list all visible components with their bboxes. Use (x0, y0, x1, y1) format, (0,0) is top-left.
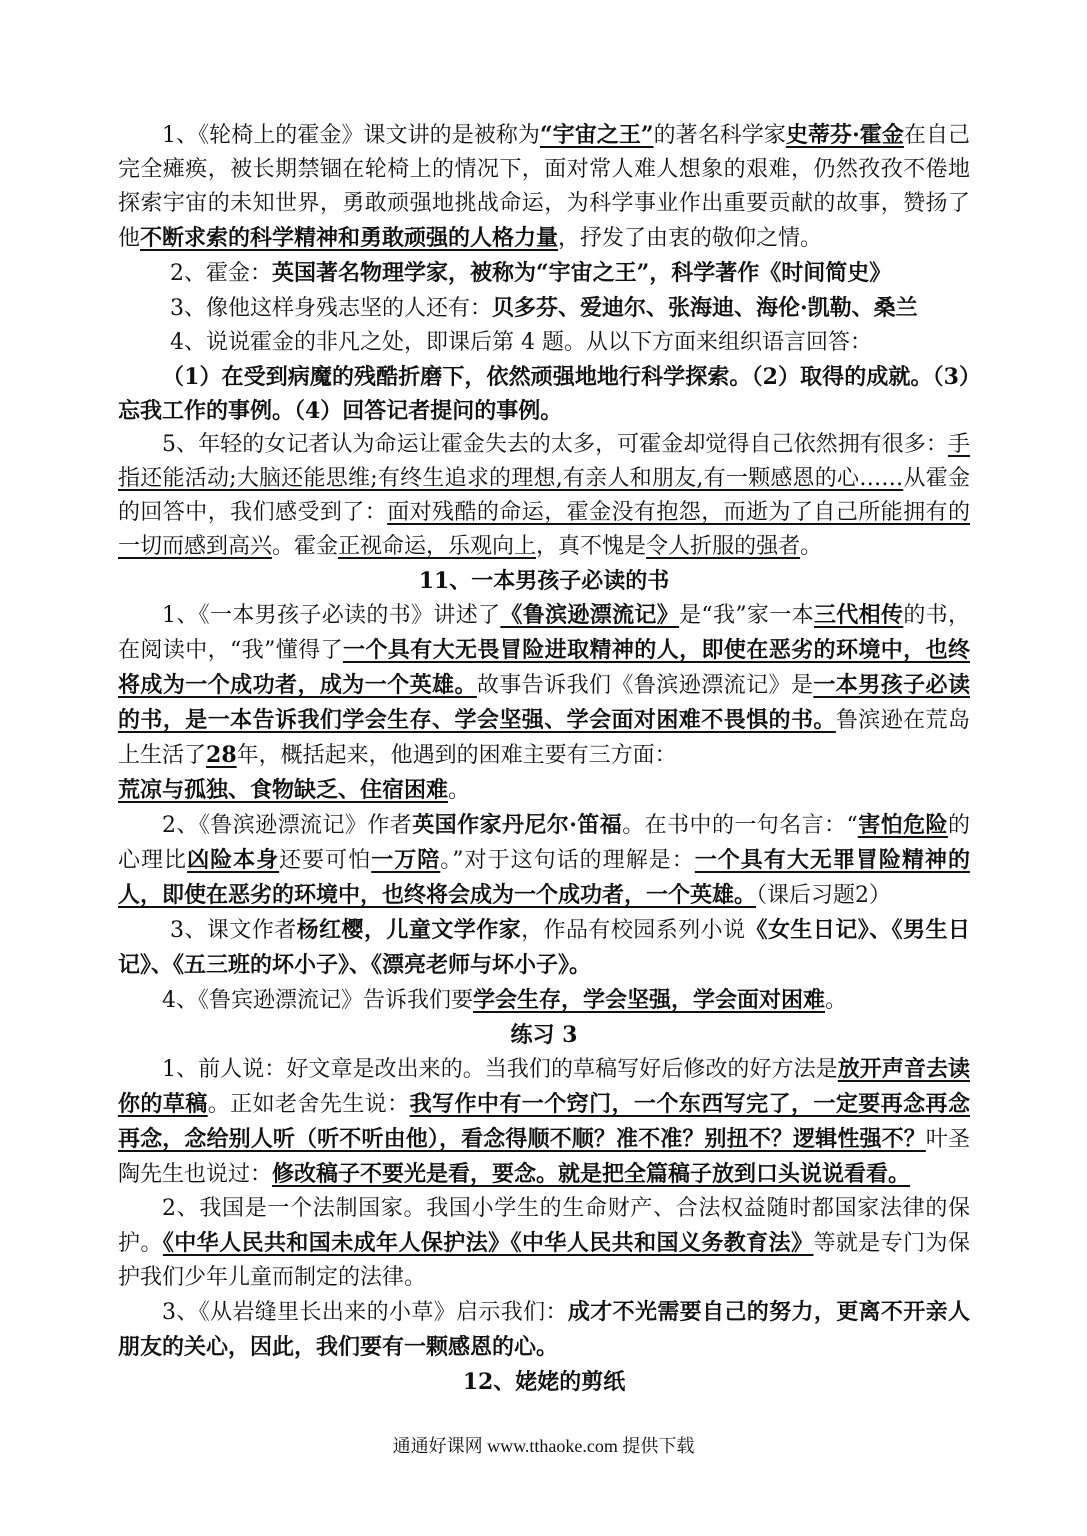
page-content (118, 118, 970, 1399)
section-heading-exercise-3: 练习 3 (510, 1022, 578, 1048)
key-phrase: 荒凉与孤独、食物缺乏、住宿困难 (118, 777, 449, 803)
bold-phrase: 贝多芬、爱迪尔、张海迪、海伦·凯勒、桑兰 (492, 295, 918, 321)
key-phrase: 一万陪 (371, 847, 441, 873)
text: ，作品有校园系列小说 (521, 918, 746, 943)
text: 从霍金的回答中，我们感受到了： (118, 466, 970, 525)
text: 。在书中的一句名言：“ (622, 813, 858, 838)
text: 1、前人说：好文章是改出来的。当我们的草稿写好后修改的好方法是 (162, 1057, 838, 1082)
underlined-phrase: 令人折服的强者 (646, 534, 801, 559)
key-phrase: 《中华人民共和国未成年人保护法》《中华人民共和国义务教育法》 (162, 1230, 814, 1256)
text: 4、《鲁宾逊漂流记》告诉我们要 (162, 988, 473, 1013)
text: 鲁滨逊在荒岛上生活了 (118, 708, 970, 768)
paragraph-book-lesson (118, 983, 970, 1018)
text: 3、课文作者 (170, 918, 297, 943)
text: （1）在受到病魔的残酷折磨下，依然顽强地地行科学探索。（2）取得的成就。（3）忘我工作的事例。（4）回答记者提问的事例。 (118, 364, 970, 424)
paragraph-similar-people (118, 291, 970, 326)
underlined-phrase: 手指还能活动;大脑还能思维;有终生追求的理想,有亲人和朋友,有一颗感恩的心…… (118, 432, 970, 491)
key-phrase: 《鲁滨逊漂流记》 (500, 602, 680, 628)
text: 是“我”家一本 (679, 603, 814, 628)
text: 等就是专门为保护我们少年儿童而制定的法律。 (118, 1231, 970, 1290)
paragraph-hawking-intro (118, 256, 970, 291)
text: 。”对于这句话的理解是： (440, 848, 695, 873)
bold-phrase: 成才不光需要自己的努力，更离不开亲人朋友的关心，因此，我们要有一颗感恩的心。 (118, 1299, 970, 1360)
text: 。霍金 (272, 534, 339, 559)
underlined-phrase: 正视命运，乐观向上 (338, 534, 537, 559)
text: （课后习题2） (756, 883, 892, 908)
key-phrase: “宇宙之王” (539, 122, 654, 148)
key-phrase: 我写作中有一个窍门，一个东西写完了，一定要再念再念再念，念给别人听（听不听由他），看念得顺不顺？准不准？别扭不？逻辑性强不？ (118, 1091, 970, 1152)
paragraph-hawking-summary (118, 118, 970, 256)
text: 。 (448, 778, 471, 803)
text: ，真不愧是 (536, 534, 647, 559)
text: ，抒发了由衷的敬仰之情。 (558, 226, 823, 251)
text: 1、《轮椅上的霍金》课文讲的是被称为 (162, 123, 540, 148)
key-phrase: 一个具有大无罪冒险精神的人，即使在恶劣的环境中，也终将会成为一个成功者，一个英雄。 (118, 847, 970, 908)
paragraph-author-defoe (118, 808, 970, 913)
text: 2、霍金： (170, 261, 272, 286)
key-phrase: 不断求索的科学精神和勇敢顽强的人格力量 (140, 225, 559, 251)
text: 。 (825, 988, 848, 1013)
paragraph-book-summary (118, 598, 970, 808)
section-heading-12: 12、姥姥的剪纸 (462, 1369, 626, 1395)
bold-phrase: 英国作家丹尼尔·笛福 (412, 812, 623, 838)
text: 3、像他这样身残志坚的人还有： (170, 296, 492, 321)
key-phrase: 害怕危险 (857, 812, 948, 838)
text: 叶圣陶先生也说过： (118, 1127, 970, 1187)
key-phrase: 史蒂芬·霍金 (785, 122, 904, 148)
text: 1、《一本男孩子必读的书》讲述了 (162, 603, 501, 628)
paragraph-revision (118, 1052, 970, 1192)
text: 5、年轻的女记者认为命运让霍金失去的太多，可霍金却觉得自己依然拥有很多： (162, 432, 948, 457)
key-phrase: 凶险本身 (187, 847, 280, 873)
paragraph-law (118, 1192, 970, 1295)
paragraph-answer-points (118, 360, 970, 428)
text: 故事告诉我们《鲁滨逊漂流记》是 (476, 673, 814, 698)
bold-phrase: 杨红樱，儿童文学作家 (296, 917, 522, 943)
text: 2、我国是一个法制国家。我国小学生的生命财产、合法权益随时都国家法律的保护。 (118, 1196, 970, 1256)
key-phrase: 一本男孩子必读的书，是一本告诉我们学会生存、学会坚强、学会面对困难不畏惧的书。 (118, 672, 970, 733)
text: 年，概括起来，他遇到的困难主要有三方面： (236, 743, 677, 768)
text: 的心理比 (118, 813, 970, 873)
text: 还要可怕 (279, 848, 372, 873)
underlined-phrase: 面对残酷的命运，霍金没有抱怨，而逝为了自己所能拥有的一切而感到高兴 (118, 500, 970, 559)
key-phrase: 三代相传 (813, 602, 904, 628)
paragraph-reporter (118, 428, 970, 564)
paragraph-question-4 (118, 326, 970, 360)
bold-phrase: 英国著名物理学家，被称为“宇宙之王”，科学著作《时间简史》 (272, 260, 892, 286)
text: 的著名科学家 (653, 123, 786, 148)
text: 在自己完全瘫痪，被长期禁锢在轮椅上的情况下，面对常人难人想象的艰难，仍然孜孜不倦地探索宇宙的未知世界，勇敢顽强地挑战命运，为科学事业作出重要贡献的故事，赞扬了他 (118, 123, 970, 251)
text: 2、《鲁滨逊漂流记》作者 (162, 813, 413, 838)
key-phrase: 一个具有大无畏冒险进取精神的人，即使在恶劣的环境中，也终将成为一个成功者，成为一个英雄。 (118, 637, 970, 698)
text: 的书，在阅读中，“我”懂得了 (118, 603, 970, 663)
key-phrase: 28 (206, 742, 237, 768)
paragraph-author-yang (118, 913, 970, 983)
section-heading-11: 11、一本男孩子必读的书 (418, 568, 670, 594)
text: 。正如老舍先生说： (207, 1092, 410, 1117)
text: 3、《从岩缝里长出来的小草》启示我们： (162, 1300, 568, 1325)
paragraph-little-grass (118, 1295, 970, 1365)
key-phrase: 修改稿子不要光是看，要念。就是把全篇稿子放到口头说说看看。 (272, 1161, 911, 1187)
bold-phrase: 《女生日记》、《男生日记》、《五三班的坏小子》、《漂亮老师与坏小子》。 (118, 917, 970, 978)
text: 4、说说霍金的非凡之处，即课后第 4 题。从以下方面来组织语言回答： (170, 330, 872, 355)
key-phrase: 放开声音去读你的草稿 (118, 1056, 970, 1117)
key-phrase: 学会生存，学会坚强，学会面对困难 (473, 987, 826, 1013)
text: 。 (800, 534, 823, 559)
page-footer: 通通好课网 www.tthaoke.com 提供下载 (392, 1436, 695, 1456)
